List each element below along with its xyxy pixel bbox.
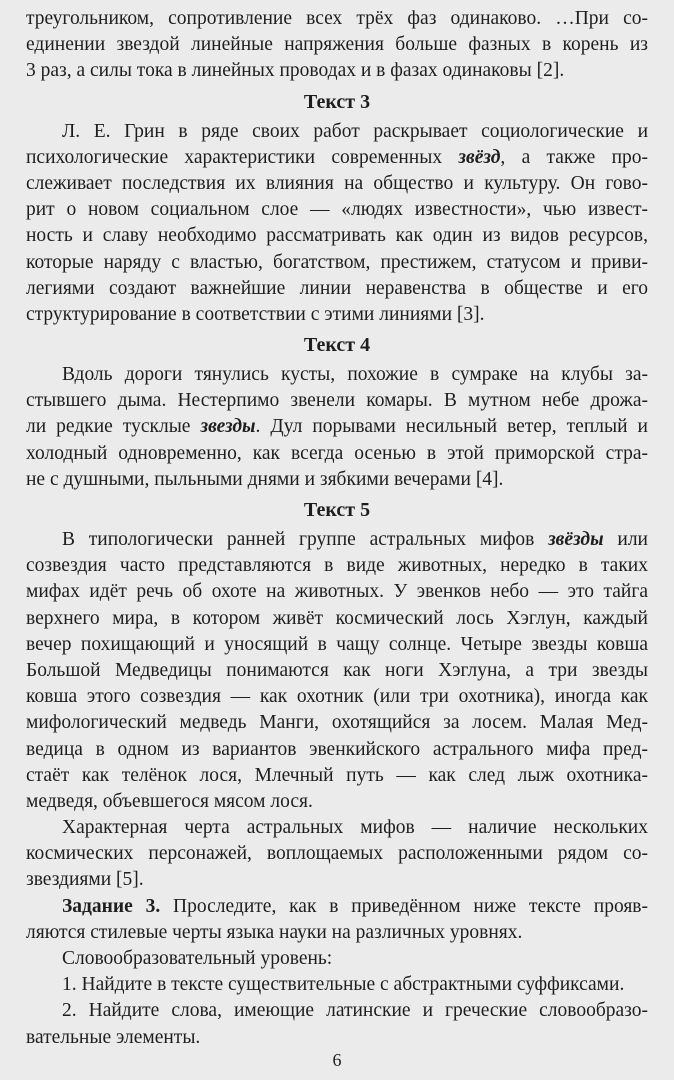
text-line: медведя, объевшегося мясом лося. <box>26 790 313 812</box>
intro-paragraph <box>26 6 648 85</box>
text-line: космических персонажей, воплощаемых расположенными рядом со- <box>26 843 648 865</box>
text-line <box>26 145 648 171</box>
section-heading-text3: Текст 3 <box>303 90 371 113</box>
text-line: рит о новом социальном слое — «людях известности», чью извест- <box>26 199 648 221</box>
text-line: единении звездой линейные напряжения больше фазных в корень из <box>26 34 648 56</box>
text3-paragraph <box>26 119 648 329</box>
highlighted-word: звёзд <box>458 146 501 168</box>
text-fragment: или <box>603 529 648 550</box>
text-line: Вдоль дороги тянулись кусты, похожие в сумраке на клубы за- <box>62 364 648 386</box>
text-line: треугольником, сопротивление всех трёх фаз одинаково. …При со- <box>26 8 648 29</box>
text5-paragraph <box>26 527 648 894</box>
text-line: Л. Е. Грин в ряде своих работ раскрывает социологические и <box>62 120 648 142</box>
section-heading-text5: Текст 5 <box>303 499 371 521</box>
text4-paragraph <box>26 362 648 493</box>
text-line: которые наряду с властью, богатством, престижем, статусом и приви- <box>26 251 648 273</box>
text-fragment: Проследите, как в приведённом ниже тексте прояв- <box>160 895 648 917</box>
text-line: созвездия часто представляются в виде животных, нередко в таких <box>26 555 648 577</box>
text-line: звездиями [5]. <box>26 869 144 891</box>
text-line <box>26 527 648 553</box>
text-line: ность и славу необходимо рассматривать как один из видов ресурсов, <box>26 225 648 247</box>
text-line: Характерная черта астральных мифов — наличие нескольких <box>62 817 648 839</box>
text-line: ляются стилевые черты языка науки на различных уровнях. <box>26 921 523 943</box>
task3-block <box>26 894 648 1051</box>
text-line: 3 раз, а силы тока в линейных проводах и в фазах одинаковы [2]. <box>26 60 565 82</box>
text-line: мифах идёт речь об охоте на животных. У эвенков небо — это тайга <box>26 581 648 603</box>
text-line <box>26 414 648 440</box>
text-line: мифологический медведь Манги, охотящийся за лосем. Малая Мед- <box>26 712 648 734</box>
text-line: вательные элементы. <box>26 1026 201 1048</box>
text-line <box>26 894 648 920</box>
task-label: Задание 3. <box>62 895 161 917</box>
text-fragment: , а также про- <box>500 146 648 168</box>
text-fragment: ли редкие тусклые <box>26 416 201 438</box>
highlighted-word: звёзды <box>548 529 604 550</box>
text-fragment: . Дул порывами несильный ветер, теплый и <box>255 416 648 438</box>
text-line: ковша этого созвездия — как охотник (или три охотника), иногда как <box>26 686 648 708</box>
text-line: Большой Медведицы понимаются как ноги Хэглуна, а три звезды <box>26 659 648 681</box>
text-line: стывшего дыма. Нестерпимо звенели комары. В мутном небе дрожа- <box>26 390 648 412</box>
text-line: Словообразовательный уровень: <box>62 948 333 969</box>
text-line: легиями создают важнейшие линии неравенства в обществе и его <box>26 277 648 299</box>
text-line: вечер похищающий и уносящий в чащу солнце. Четыре звезды ковша <box>26 633 648 655</box>
text-line: холодный одновременно, как всегда осенью в этой приморской стра- <box>26 442 648 464</box>
highlighted-word: звезды <box>200 416 256 438</box>
text-line: слеживает последствия их влияния на общество и культуру. Он гово- <box>26 172 648 194</box>
text-line: структурирование в соответствии с этими линиями [3]. <box>26 303 485 325</box>
text-line: 2. Найдите слова, имеющие латинские и греческие словообразо- <box>62 1000 648 1022</box>
page-number: 6 <box>332 1050 342 1070</box>
text-line: верхнего мира, в котором живёт космический лось Хэглун, каждый <box>26 607 648 629</box>
text-line: ведица в одном из вариантов эвенкийского астрального мифа пред- <box>26 738 648 760</box>
section-heading-text4: Текст 4 <box>303 334 371 357</box>
text-line: не с душными, пыльными днями и зябкими вечерами [4]. <box>26 468 504 490</box>
text-line: стаёт как телёнок лося, Млечный путь — как след лыж охотника- <box>26 764 648 786</box>
text-fragment: психологические характеристики современных <box>26 146 459 168</box>
text-fragment: В типологически ранней группе астральных мифов <box>62 529 549 550</box>
text-line: 1. Найдите в тексте существительные с абстрактными суффиксами. <box>62 974 625 996</box>
